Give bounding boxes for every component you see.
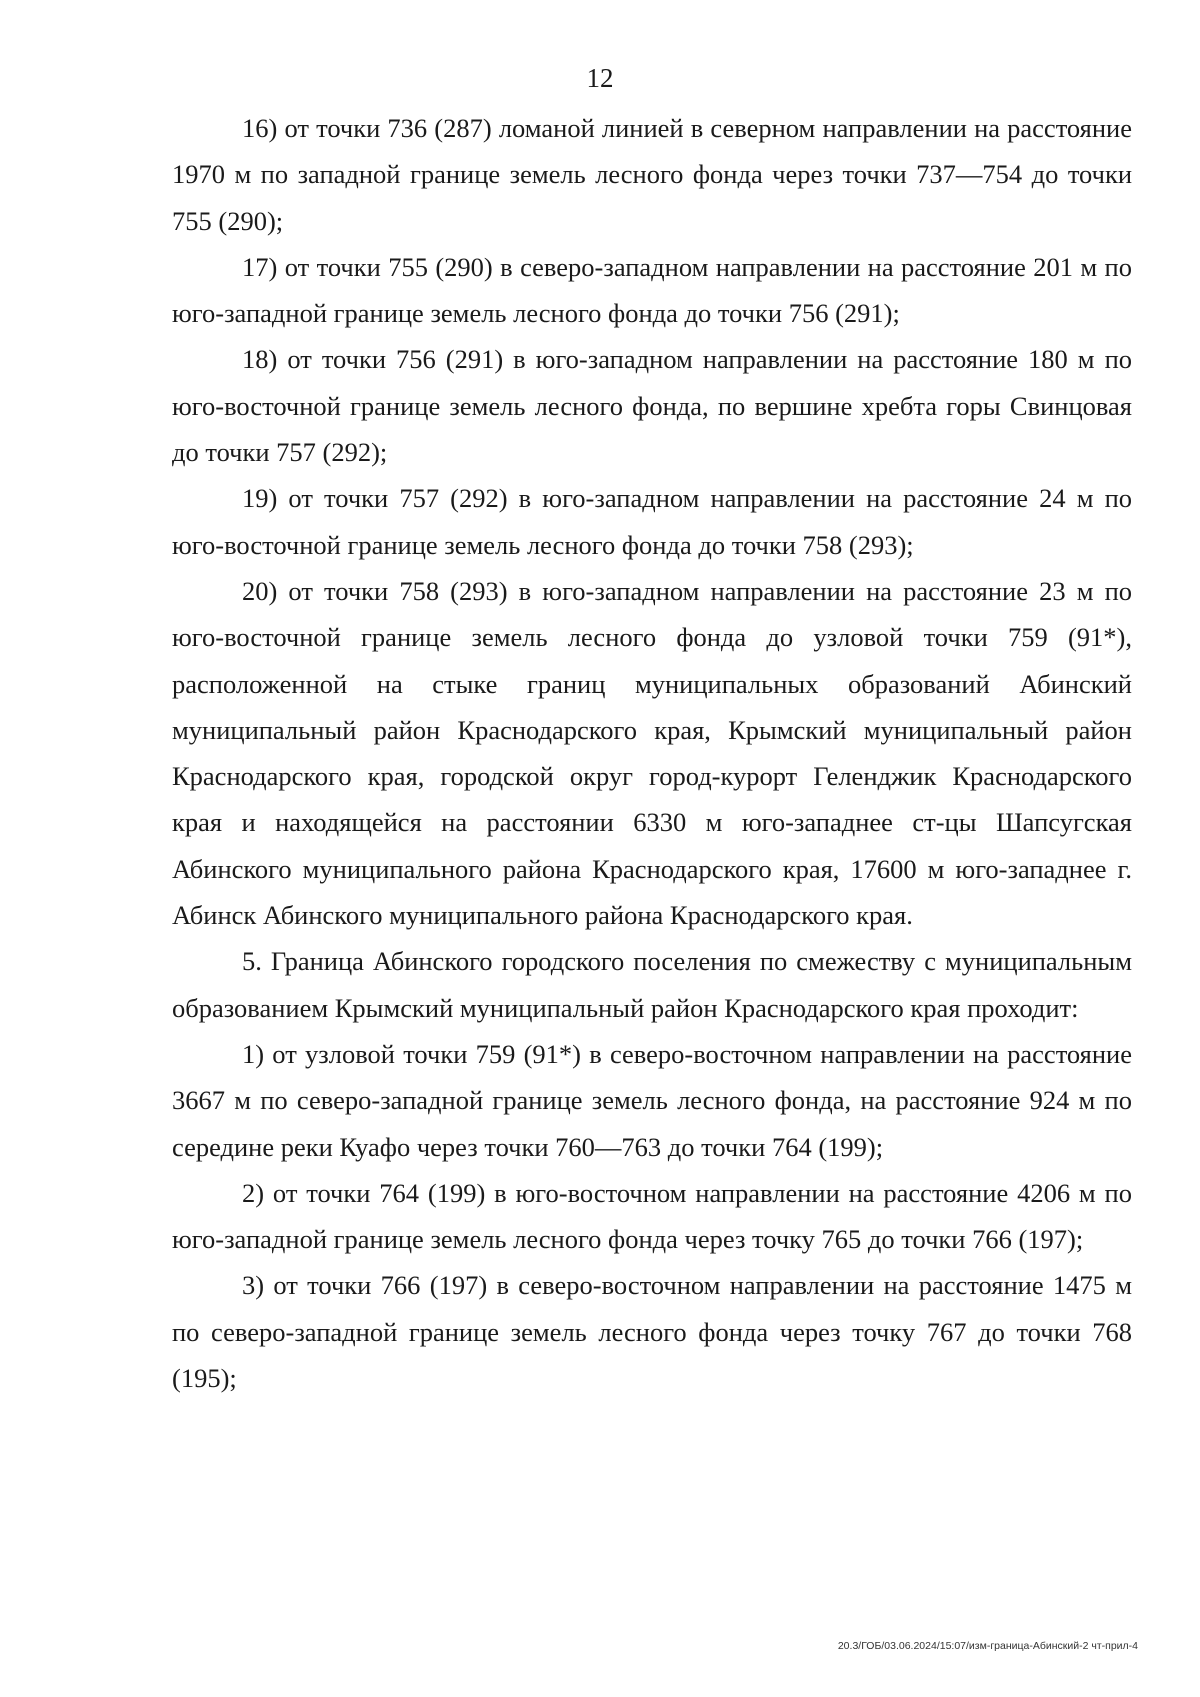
document-footer-code: 20.3/ГОБ/03.06.2024/15:07/изм-граница-Абинский-2 чт-прил-4 (837, 1640, 1138, 1652)
paragraph-item-20: 20) от точки 758 (293) в юго-западном направлении на расстояние 23 м по юго-восточной границе земель лесного фонда до узловой точки 759 (91*), расположенной на стыке границ муниципальных образований Абинский муниципальный район Краснодарского края, Крымский муниципальный район Краснодарского края, городской округ город-курорт Геленджик Краснодарского края и находящейся на расстоянии 6330 м юго-западнее ст-цы Шапсугская Абинского муниципального района Краснодарского края, 17600 м юго-западнее г. Абинск Абинского муниципального района Краснодарского края. (172, 575, 1132, 931)
page-number: 12 (586, 63, 614, 93)
section-5-item-3: 3) от точки 766 (197) в северо-восточном направлении на расстояние 1475 м по северо-западной границе земель лесного фонда через точку 767 до точки 768 (195); (172, 1270, 1132, 1394)
document-body (172, 105, 1132, 1401)
section-5-item-1: 1) от узловой точки 759 (91*) в северо-восточном направлении на расстояние 3667 м по северо-западной границе земель лесного фонда, на расстояние 924 м по середине реки Куафо через точки 760—763 до точки 764 (199); (172, 1038, 1132, 1162)
paragraph-item-19: 19) от точки 757 (292) в юго-западном направлении на расстояние 24 м по юго-восточной границе земель лесного фонда до точки 758 (293); (172, 483, 1132, 560)
section-5-heading-paragraph: 5. Граница Абинского городского поселения по смежеству с муниципальным образованием Крымский муниципальный район Краснодарского края проходит: (172, 946, 1132, 1023)
paragraph-item-17: 17) от точки 755 (290) в северо-западном направлении на расстояние 201 м по юго-западной границе земель лесного фонда до точки 756 (291); (172, 251, 1132, 329)
paragraph-item-18: 18) от точки 756 (291) в юго-западном направлении на расстояние 180 м по юго-восточной границе земель лесного фонда, по вершине хребта горы Свинцовая до точки 757 (292); (172, 344, 1132, 468)
paragraph-item-16: 16) от точки 736 (287) ломаной линией в северном направлении на расстояние 1970 м по западной границе земель лесного фонда через точки 737—754 до точки 755 (290); (172, 113, 1132, 236)
section-5-item-2: 2) от точки 764 (199) в юго-восточном направлении на расстояние 4206 м по юго-западной границе земель лесного фонда через точку 765 до точки 766 (197); (172, 1177, 1132, 1255)
